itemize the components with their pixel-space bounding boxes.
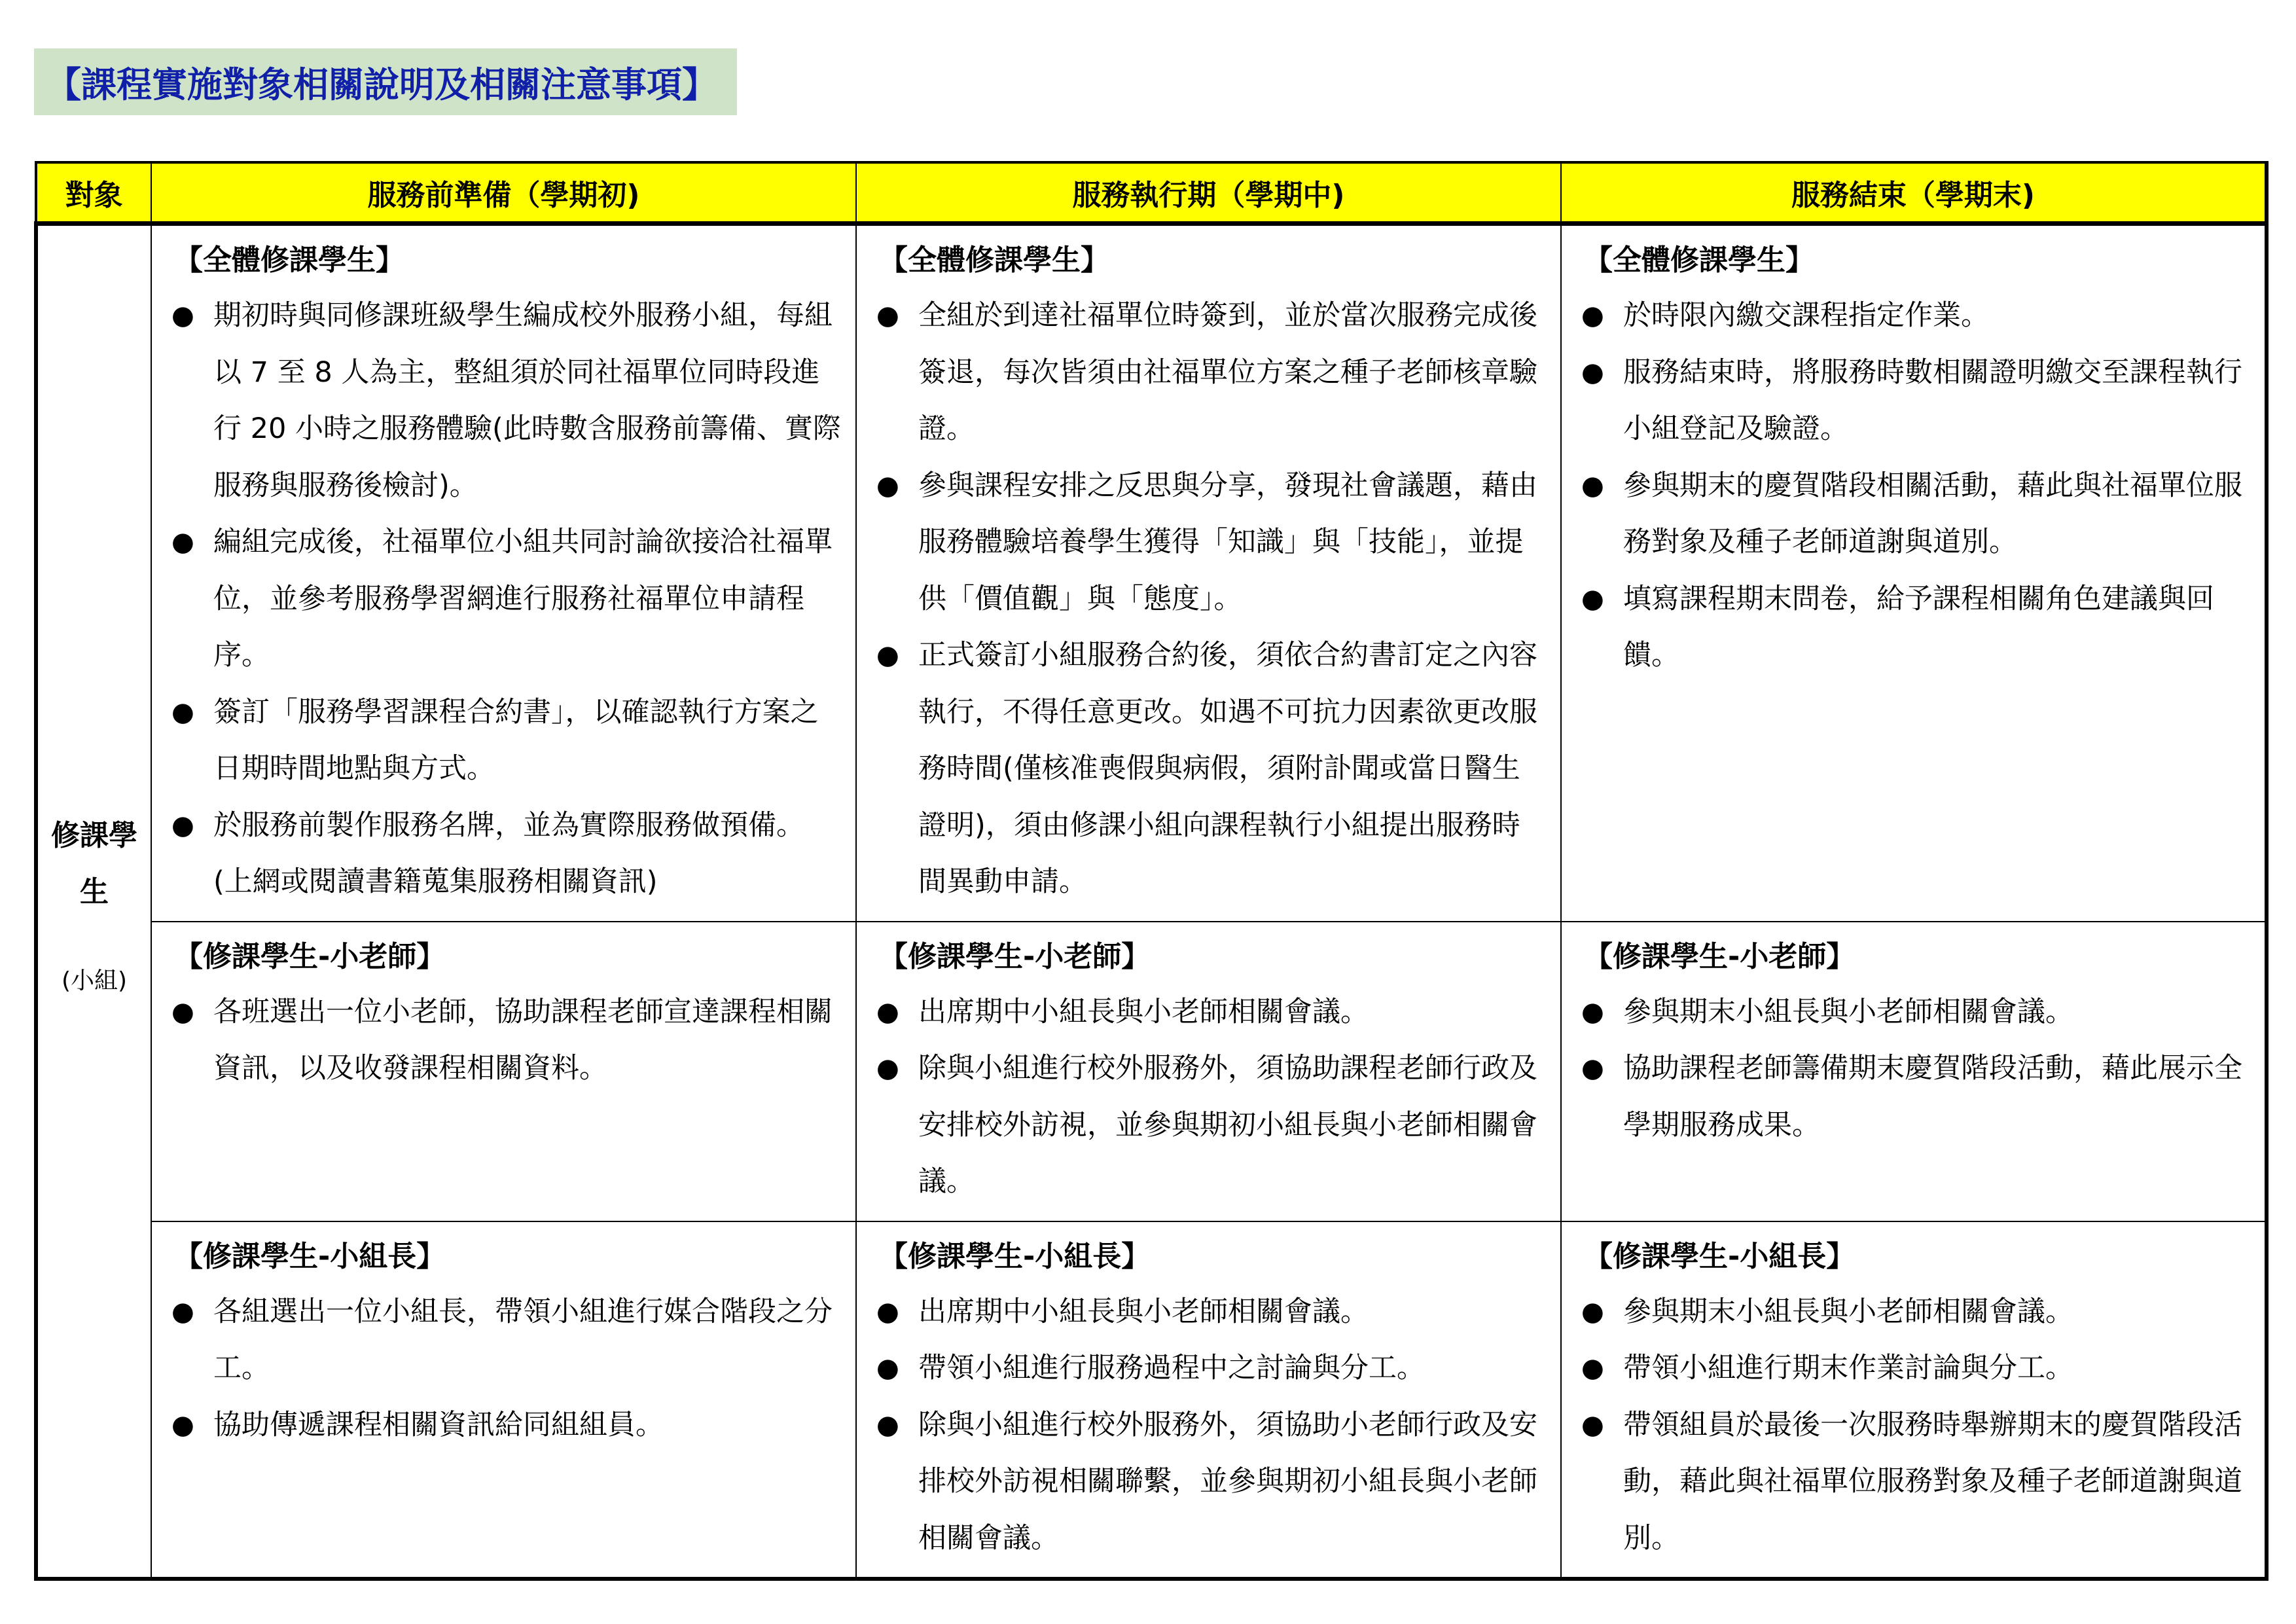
list-item [874, 287, 1547, 458]
list-item [874, 1397, 1547, 1567]
list-item [1579, 1284, 2251, 1341]
bullet-list [169, 1284, 842, 1454]
list-item-text: 除與小組進行校外服務外，須協助小老師行政及安排校外訪視相關聯繫，並參與期初小組長與小老師相關會議。 [918, 1408, 1537, 1555]
list-item-text: 協助傳遞課程相關資訊給同組組員。 [213, 1408, 664, 1441]
list-item [169, 684, 842, 797]
list-item [874, 984, 1547, 1041]
cell-mid-group-leader [856, 1221, 1561, 1579]
bullet-icon: ● [171, 1409, 194, 1440]
bullet-icon: ● [876, 996, 899, 1027]
list-item [169, 514, 842, 684]
list-item [169, 797, 842, 911]
bullet-list [1579, 287, 2251, 684]
header-phase-end: 服務結束（學期末) [1561, 162, 2267, 224]
bullet-icon: ● [171, 300, 194, 331]
cell-heading: 【修課學生-小組長】 [174, 1239, 446, 1273]
cell-start-student-tutor [151, 922, 856, 1221]
bullet-list [169, 984, 842, 1097]
bullet-icon: ● [1581, 1296, 1604, 1327]
bullet-icon: ● [1581, 357, 1604, 388]
cell-end-all-students [1561, 224, 2267, 922]
list-item [1579, 458, 2251, 571]
list-item [1579, 287, 2251, 344]
cell-end-student-tutor [1561, 922, 2267, 1221]
cell-heading: 【修課學生-小組長】 [1584, 1239, 1856, 1273]
bullet-list [874, 984, 1547, 1210]
bullet-icon: ● [1581, 300, 1604, 331]
bullet-list [169, 287, 842, 911]
list-item-text: 參與期末小組長與小老師相關會議。 [1623, 995, 2073, 1028]
cell-heading: 【全體修課學生】 [174, 244, 404, 277]
header-phase-start: 服務前準備（學期初) [151, 162, 856, 224]
cell-mid-student-tutor [856, 922, 1561, 1221]
list-item-text: 全組於到達社福單位時簽到，並於當次服務完成後簽退，每次皆須由社福單位方案之種子老師核章驗證。 [918, 299, 1537, 445]
bullet-icon: ● [1581, 470, 1604, 501]
list-item [874, 627, 1547, 911]
table-row-all-students [36, 224, 2267, 922]
list-item [874, 1284, 1547, 1341]
list-item [874, 1040, 1547, 1210]
table-row-student-tutor [36, 922, 2267, 1221]
bullet-icon: ● [171, 696, 194, 727]
bullet-list [1579, 1284, 2251, 1567]
bullet-icon: ● [171, 527, 194, 557]
cell-heading: 【修課學生-小老師】 [174, 939, 446, 973]
list-item-text: 於服務前製作服務名牌，並為實際服務做預備。(上網或閱讀書籍蒐集服務相關資訊) [213, 808, 804, 898]
subject-cell [36, 224, 151, 1579]
list-item [169, 287, 842, 514]
list-item-text: 各班選出一位小老師，協助課程老師宣達課程相關資訊，以及收發課程相關資料。 [213, 995, 833, 1085]
bullet-icon: ● [876, 1353, 899, 1383]
table-header-row [36, 162, 2267, 224]
header-phase-mid: 服務執行期（學期中) [856, 162, 1561, 224]
list-item [1579, 571, 2251, 684]
list-item-text: 參與期末小組長與小老師相關會議。 [1623, 1295, 2073, 1328]
bullet-icon: ● [1581, 1053, 1604, 1083]
cell-end-group-leader [1561, 1221, 2267, 1579]
course-info-table [34, 161, 2269, 1581]
list-item [1579, 1397, 2251, 1567]
cell-mid-all-students [856, 224, 1561, 922]
bullet-icon: ● [1581, 1409, 1604, 1440]
list-item [1579, 1340, 2251, 1397]
list-item [169, 1284, 842, 1397]
cell-heading: 【修課學生-小組長】 [879, 1239, 1151, 1273]
bullet-list [874, 1284, 1547, 1567]
list-item-text: 出席期中小組長與小老師相關會議。 [918, 995, 1369, 1028]
list-item-text: 服務結束時，將服務時數相關證明繳交至課程執行小組登記及驗證。 [1623, 355, 2242, 445]
bullet-icon: ● [1581, 583, 1604, 614]
list-item [169, 1397, 842, 1454]
bullet-icon: ● [876, 470, 899, 501]
list-item [1579, 1040, 2251, 1153]
list-item [874, 1340, 1547, 1397]
list-item-text: 參與課程安排之反思與分享，發現社會議題，藉由服務體驗培養學生獲得「知識」與「技能」，並提供「價值觀」與「態度」。 [918, 469, 1537, 615]
list-item-text: 期初時與同修課班級學生編成校外服務小組，每組以 7 至 8 人為主，整組須於同社福單位同時段進行 20 小時之服務體驗(此時數含服務前籌備、實際服務與服務後檢討)。 [213, 299, 841, 502]
list-item-text: 編組完成後，社福單位小組共同討論欲接洽社福單位，並參考服務學習網進行服務社福單位申請程序。 [213, 526, 833, 672]
list-item-text: 帶領組員於最後一次服務時舉辦期末的慶賀階段活動，藉此與社福單位服務對象及種子老師道謝與道別。 [1623, 1408, 2242, 1555]
cell-heading: 【全體修課學生】 [879, 244, 1109, 277]
bullet-icon: ● [876, 1296, 899, 1327]
bullet-icon: ● [876, 1409, 899, 1440]
list-item [1579, 344, 2251, 458]
bullet-icon: ● [171, 810, 194, 840]
header-subject: 對象 [36, 162, 151, 224]
list-item-text: 除與小組進行校外服務外，須協助課程老師行政及安排校外訪視，並參與期初小組長與小老師相關會議。 [918, 1052, 1537, 1198]
cell-heading: 【全體修課學生】 [1584, 244, 1814, 277]
bullet-icon: ● [171, 996, 194, 1027]
list-item-text: 正式簽訂小組服務合約後，須依合約書訂定之內容執行，不得任意更改。如遇不可抗力因素欲更改服務時間(僅核准喪假與病假，須附訃聞或當日醫生證明)，須由修課小組向課程執行小組提出服務時間異動申請。 [918, 639, 1537, 898]
list-item-text: 出席期中小組長與小老師相關會議。 [918, 1295, 1369, 1328]
list-item-text: 協助課程老師籌備期末慶賀階段活動，藉此展示全學期服務成果。 [1623, 1052, 2242, 1142]
cell-heading: 【修課學生-小老師】 [879, 939, 1151, 973]
list-item-text: 帶領小組進行服務過程中之討論與分工。 [918, 1352, 1425, 1384]
bullet-icon: ● [876, 300, 899, 331]
bullet-icon: ● [1581, 1353, 1604, 1383]
list-item-text: 簽訂「服務學習課程合約書」，以確認執行方案之日期時間地點與方式。 [213, 695, 819, 785]
bullet-icon: ● [171, 1296, 194, 1327]
cell-start-group-leader [151, 1221, 856, 1579]
list-item-text: 各組選出一位小組長，帶領小組進行媒合階段之分工。 [213, 1295, 833, 1384]
list-item-text: 填寫課程期末問卷，給予課程相關角色建議與回饋。 [1623, 582, 2214, 672]
list-item [1579, 984, 2251, 1041]
bullet-icon: ● [876, 640, 899, 670]
bullet-list [874, 287, 1547, 911]
list-item-text: 參與期末的慶賀階段相關活動，藉此與社福單位服務對象及種子老師道謝與道別。 [1623, 469, 2242, 558]
list-item-text: 於時限內繳交課程指定作業。 [1623, 299, 1989, 332]
bullet-icon: ● [876, 1053, 899, 1083]
table-row-group-leader [36, 1221, 2267, 1579]
subject-sublabel: (小組) [61, 967, 128, 994]
list-item-text: 帶領小組進行期末作業討論與分工。 [1623, 1352, 2073, 1384]
bullet-list [1579, 984, 2251, 1154]
cell-heading: 【修課學生-小老師】 [1584, 939, 1856, 973]
page-title: 【課程實施對象相關說明及相關注意事項】 [34, 48, 737, 115]
subject-label: 修課學生 [51, 818, 137, 909]
bullet-icon: ● [1581, 996, 1604, 1027]
cell-start-all-students [151, 224, 856, 922]
list-item [169, 984, 842, 1097]
list-item [874, 458, 1547, 628]
